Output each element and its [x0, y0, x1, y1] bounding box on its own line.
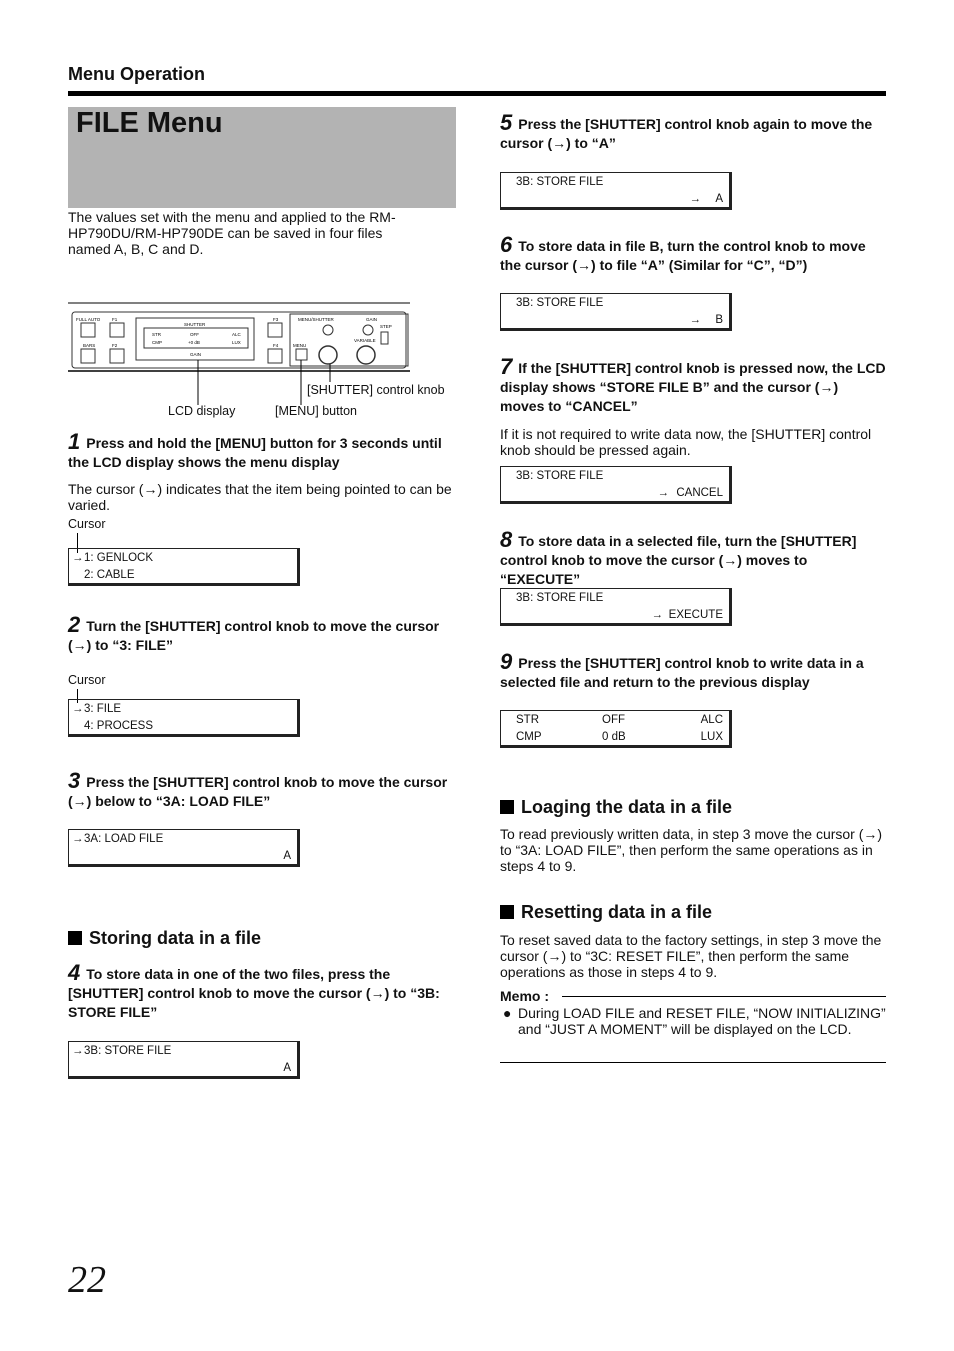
section-square-icon	[68, 931, 82, 945]
panel-f2: F2	[112, 343, 118, 348]
lcd-step-3	[68, 829, 300, 867]
shutter-knob-label: [SHUTTER] control knob	[307, 383, 445, 397]
step-5-text: Press the [SHUTTER] control knob again to move the cursor (→) to “A”	[500, 116, 873, 151]
panel-cmp: CMP	[152, 340, 162, 345]
section-square-icon	[500, 800, 514, 814]
lcd-step-4	[68, 1041, 300, 1079]
section-resetting-body: To reset saved data to the factory settings, in step 3 move the cursor (→) to “3C: RESET FILE”, then perform the same operations as those in steps 4 to 9.	[500, 932, 882, 980]
lcd-line: 3: FILE	[84, 703, 122, 715]
lcd-display-label: LCD display	[168, 404, 236, 418]
panel-menu: MENU	[293, 343, 307, 348]
step-5-heading	[500, 110, 886, 153]
step-8-number: 8	[500, 527, 513, 552]
step-1-heading	[68, 429, 458, 472]
panel-shutter: SHUTTER	[184, 322, 206, 327]
panel-bars: BARS	[83, 343, 96, 348]
step-1-number: 1	[68, 429, 81, 454]
panel-str: STR	[152, 332, 161, 337]
page-number: 22	[68, 1259, 106, 1301]
lcd-line: 3B: STORE FILE	[516, 592, 604, 604]
lcd-line: CMP	[516, 731, 542, 743]
step-6-text: To store data in file B, turn the control knob to move the cursor (→) to file “A” (Similar for “C”, “D”)	[500, 238, 866, 273]
lcd-step-7	[500, 466, 732, 504]
cursor-arrow: →	[72, 552, 84, 564]
step-9-heading	[500, 649, 886, 692]
section-storing-title: Storing data in a file	[89, 928, 262, 948]
panel-gain-button-label: GAIN	[366, 317, 378, 322]
step-8-heading	[500, 527, 886, 589]
panel-gain: GAIN	[190, 352, 202, 357]
cursor-arrow: →	[72, 1045, 84, 1057]
lcd-line: 3B: STORE FILE	[84, 1045, 172, 1057]
step-9-text: Press the [SHUTTER] control knob to write data in a selected file and return to the previous display	[500, 655, 864, 690]
step-6-number: 6	[500, 232, 513, 257]
lcd-line: LUX	[700, 731, 723, 743]
panel-menu-shutter: MENU/SHUTTER	[298, 317, 334, 322]
memo-bullet-icon: ●	[503, 1005, 512, 1021]
lcd-line: 3B: STORE FILE	[516, 176, 604, 188]
lcd-step-1	[68, 548, 300, 586]
cursor-arrow: →	[689, 193, 701, 205]
memo-top-rule	[562, 996, 886, 997]
panel-off: OFF	[190, 332, 199, 337]
menu-button-label: [MENU] button	[275, 404, 357, 418]
cursor-arrow: →	[657, 487, 669, 499]
memo-item: During LOAD FILE and RESET FILE, “NOW INITIALIZING” and “JUST A MOMENT” will be displayed on the LCD.	[518, 1005, 886, 1037]
lcd-line: STR	[516, 714, 539, 726]
step-1-text: Press and hold the [MENU] button for 3 seconds until the LCD display shows the menu display	[68, 435, 442, 470]
step-7-number: 7	[500, 354, 513, 379]
header-rule	[68, 91, 886, 96]
lcd-line: A	[283, 850, 291, 862]
step-9-number: 9	[500, 649, 513, 674]
step-2-text: Turn the [SHUTTER] control knob to move the cursor (→) to “3: FILE”	[68, 618, 440, 653]
page-title: FILE Menu	[76, 107, 223, 139]
step-6-heading	[500, 232, 886, 275]
lcd-line: 3B: STORE FILE	[516, 297, 604, 309]
lcd-line: OFF	[602, 714, 625, 726]
lcd-line: A	[283, 1062, 291, 1074]
panel-f3: F3	[273, 317, 279, 322]
panel-f1: F1	[112, 317, 118, 322]
cursor-arrow: →	[651, 609, 663, 621]
step-2-heading	[68, 612, 458, 655]
section-loading-title: Loaging the data in a file	[521, 797, 733, 817]
cursor-arrow: →	[72, 833, 84, 845]
panel-variable: VARIABLE	[354, 338, 376, 343]
step-3-number: 3	[68, 768, 81, 793]
lcd-line: 3A: LOAD FILE	[84, 833, 164, 845]
control-panel-diagram	[68, 300, 458, 422]
lcd-line: 0 dB	[602, 731, 626, 743]
section-resetting-title: Resetting data in a file	[521, 902, 713, 922]
panel-lux: LUX	[232, 340, 241, 345]
step-4-heading	[68, 960, 458, 1022]
step-3-text: Press the [SHUTTER] control knob to move the cursor (→) below to “3A: LOAD FILE”	[68, 774, 448, 809]
lcd-step-5	[500, 172, 732, 210]
section-loading	[500, 797, 732, 818]
panel-step: STEP	[380, 324, 392, 329]
lcd-line: A	[715, 193, 723, 205]
section-resetting	[500, 902, 712, 923]
step-3-heading	[68, 768, 458, 811]
step-7-text: If the [SHUTTER] control knob is pressed now, the LCD display shows “STORE FILE B” and the cursor (→) moves to “CANCEL”	[500, 360, 886, 414]
lcd-line: B	[715, 314, 723, 326]
step-7-body: If it is not required to write data now, the [SHUTTER] control knob should be pressed again.	[500, 426, 872, 458]
lcd-line: ALC	[700, 714, 723, 726]
memo-bottom-rule	[500, 1062, 886, 1063]
memo-title: Memo :	[500, 988, 549, 1004]
step-1-body: The cursor (→) indicates that the item being pointed to can be varied.	[68, 481, 452, 513]
lcd-line: 2: CABLE	[84, 569, 135, 581]
panel-f4: F4	[273, 343, 279, 348]
step-2-number: 2	[68, 612, 81, 637]
step-4-text: To store data in one of the two files, press the [SHUTTER] control knob to move the cursor (→) to “3B: STORE FILE”	[68, 966, 440, 1020]
panel-alc: ALC	[232, 332, 241, 337]
intro-text: The values set with the menu and applied to the RM-HP790DU/RM-HP790DE can be saved in four files named A, B, C and D.	[68, 209, 396, 257]
panel-full-auto: FULL AUTO	[76, 317, 101, 322]
step-1-cursor-label: Cursor	[68, 517, 106, 531]
lcd-line: EXECUTE	[668, 609, 723, 621]
lcd-line: 3B: STORE FILE	[516, 470, 604, 482]
lcd-step-9	[500, 710, 732, 748]
lcd-step-6	[500, 293, 732, 331]
section-header: Menu Operation	[68, 64, 206, 84]
lcd-line: CANCEL	[676, 487, 723, 499]
cursor-arrow: →	[689, 314, 701, 326]
section-square-icon	[500, 905, 514, 919]
step-5-number: 5	[500, 110, 513, 135]
cursor-arrow: →	[72, 703, 84, 715]
lcd-line: 1: GENLOCK	[84, 552, 154, 564]
lcd-step-8	[500, 588, 732, 626]
step-4-number: 4	[68, 960, 81, 985]
lcd-line: 4: PROCESS	[84, 720, 154, 732]
step-2-cursor-label: Cursor	[68, 673, 106, 687]
panel-db: +0 dB	[188, 340, 200, 345]
section-loading-body: To read previously written data, in step 3 move the cursor (→) to “3A: LOAD FILE”, then perform the same operations as in steps 4 to 9.	[500, 826, 883, 874]
lcd-step-2	[68, 699, 300, 737]
section-storing	[68, 928, 261, 949]
step-8-text: To store data in a selected file, turn the [SHUTTER] control knob to move the cursor (→) moves to “EXECUTE”	[500, 533, 857, 587]
step-7-heading	[500, 354, 886, 416]
